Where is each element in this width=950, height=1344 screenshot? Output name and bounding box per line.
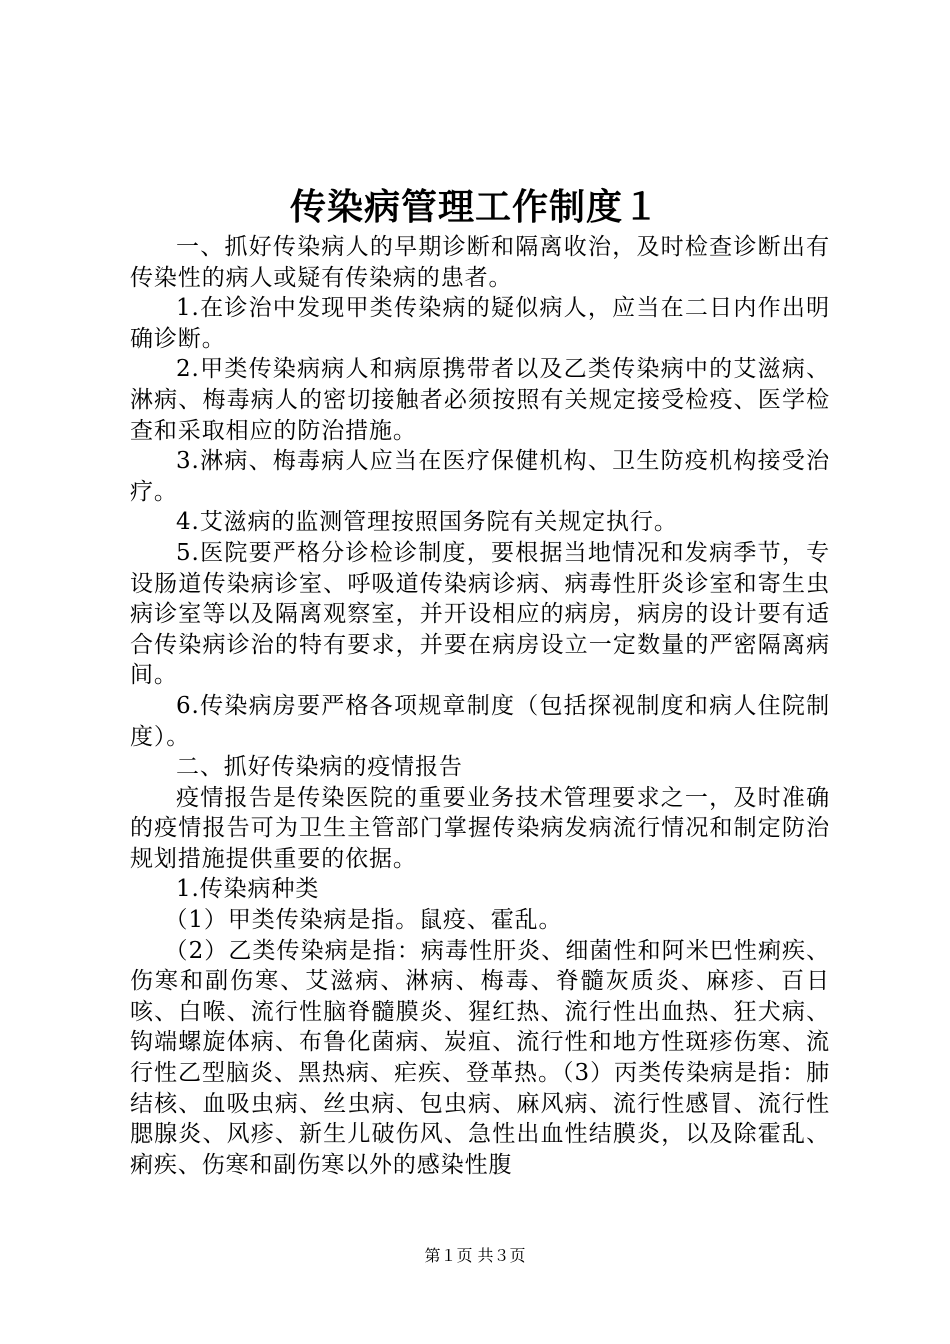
paragraph-1: 一、抓好传染病人的早期诊断和隔离收治，及时检查诊断出有传染性的病人或疑有传染病的患者。: [130, 234, 830, 291]
document-title: 传染病管理工作制度１: [289, 186, 660, 228]
paragraph-6: 5.医院要严格分诊检诊制度，要根据当地情况和发病季节，专设肠道传染病诊室、呼吸道传染病诊病、病毒性肝炎诊室和寄生虫病诊室等以及隔离观察室，并开设相应的病房，病房的设计要有适合传染病诊治的特有要求，并要在病房设立一定数量的严密隔离病间。: [130, 539, 830, 689]
page-footer: 第１页 共３页: [424, 1246, 526, 1265]
document-body: [130, 232, 830, 1180]
paragraph-7: 6.传染病房要严格各项规章制度（包括探视制度和病人住院制度）。: [130, 692, 830, 750]
paragraph-8: 二、抓好传染病的疫情报告: [176, 754, 463, 781]
paragraph-10: 1.传染病种类: [176, 876, 320, 903]
paragraph-11: （1）甲类传染病是指。鼠疫、霍乱。: [164, 907, 563, 934]
paragraph-2: 1.在诊治中发现甲类传染病的疑似病人，应当在二日内作出明确诊断。: [130, 295, 830, 352]
paragraph-5: 4.艾滋病的监测管理按照国务院有关规定执行。: [176, 509, 678, 536]
paragraph-9: 疫情报告是传染医院的重要业务技术管理要求之一，及时准确的疫情报告可为卫生主管部门掌握传染病发病流行情况和制定防治规划措施提供重要的依据。: [130, 784, 830, 872]
paragraph-4: 3.淋病、梅毒病人应当在医疗保健机构、卫生防疫机构接受治疗。: [130, 448, 830, 505]
paragraph-3: 2.甲类传染病病人和病原携带者以及乙类传染病中的艾滋病、淋病、梅毒病人的密切接触者必须按照有关规定接受检疫、医学检查和采取相应的防治措施。: [130, 356, 830, 444]
paragraph-12: （2）乙类传染病是指：病毒性肝炎、细菌性和阿米巴性痢疾、伤寒和副伤寒、艾滋病、淋病、梅毒、脊髓灰质炎、麻疹、百日咳、白喉、流行性脑脊髓膜炎、猩红热、流行性出血热、狂犬病、钩端螺旋体病、布鲁化菌病、炭疽、流行性和地方性斑疹伤寒、流行性乙型脑炎、黑热病、疟疾、登革热。（3）丙类传染病是指：肺结核、血吸虫病、丝虫病、包虫病、麻风病、流行性感冒、流行性腮腺炎、风疹、新生儿破伤风、急性出血性结膜炎，以及除霍乱、痢疾、伤寒和副伤寒以外的感染性腹: [130, 937, 830, 1178]
